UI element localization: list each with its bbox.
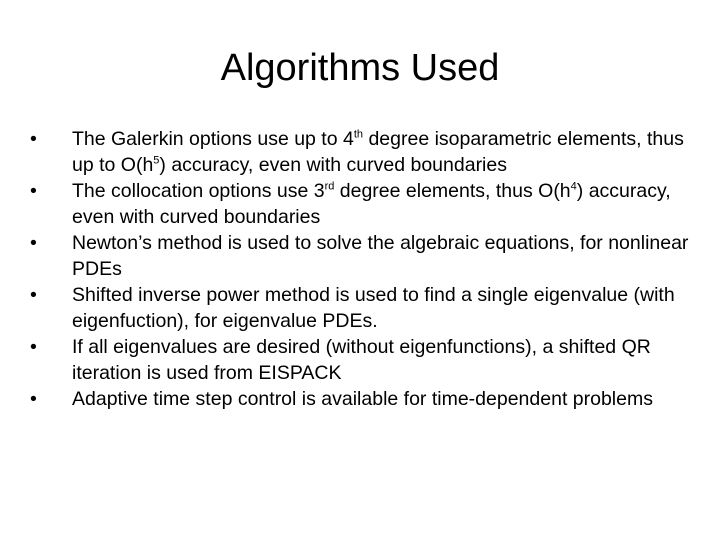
bullet-item [30, 282, 690, 334]
bullet-item [30, 126, 690, 178]
bullet-text [72, 388, 653, 410]
bullet-text [72, 180, 671, 228]
bullet-dot-icon: • [30, 284, 37, 306]
superscript-text: 4 [570, 180, 577, 193]
bullet-text [72, 284, 675, 332]
bullet-text-segment: Adaptive time step control is available for time-dependent problems [72, 388, 653, 410]
bullet-text [72, 232, 688, 280]
bullet-text-segment: degree isoparametric elements, thus up to O(h [72, 128, 684, 176]
bullet-item [30, 230, 690, 282]
bullet-dot-icon: • [30, 336, 37, 358]
bullet-text-segment: Shifted inverse power method is used to find a single eigenvalue (with eigenfuction), for eigenvalue PDEs. [72, 284, 675, 332]
superscript-text: rd [324, 180, 335, 193]
bullet-text [72, 336, 651, 384]
bullet-item [30, 178, 690, 230]
bullet-item [30, 386, 690, 412]
bullet-dot-icon: • [30, 128, 37, 150]
superscript-text: th [353, 128, 364, 141]
bullet-text-segment: If all eigenvalues are desired (without eigenfunctions), a shifted QR iteration is used from EISPACK [72, 336, 651, 384]
bullet-text-segment: ) accuracy, even with curved boundaries [72, 180, 671, 228]
bullet-text-segment: ) accuracy, even with curved boundaries [159, 154, 507, 176]
bullet-dot-icon: • [30, 388, 37, 410]
bullet-dot-icon: • [30, 180, 37, 202]
bullet-text-segment: Newton’s method is used to solve the algebraic equations, for nonlinear PDEs [72, 232, 689, 280]
slide-title: Algorithms Used [220, 47, 500, 89]
bullet-text [72, 128, 684, 176]
bullet-list [30, 126, 690, 412]
bullet-text-segment: degree elements, thus O(h [334, 180, 571, 202]
superscript-text: 5 [153, 154, 160, 167]
bullet-text-segment: The collocation options use 3 [72, 180, 325, 202]
bullet-dot-icon: • [30, 232, 37, 254]
bullet-text-segment: The Galerkin options use up to 4 [72, 128, 354, 150]
bullet-item [30, 334, 690, 386]
